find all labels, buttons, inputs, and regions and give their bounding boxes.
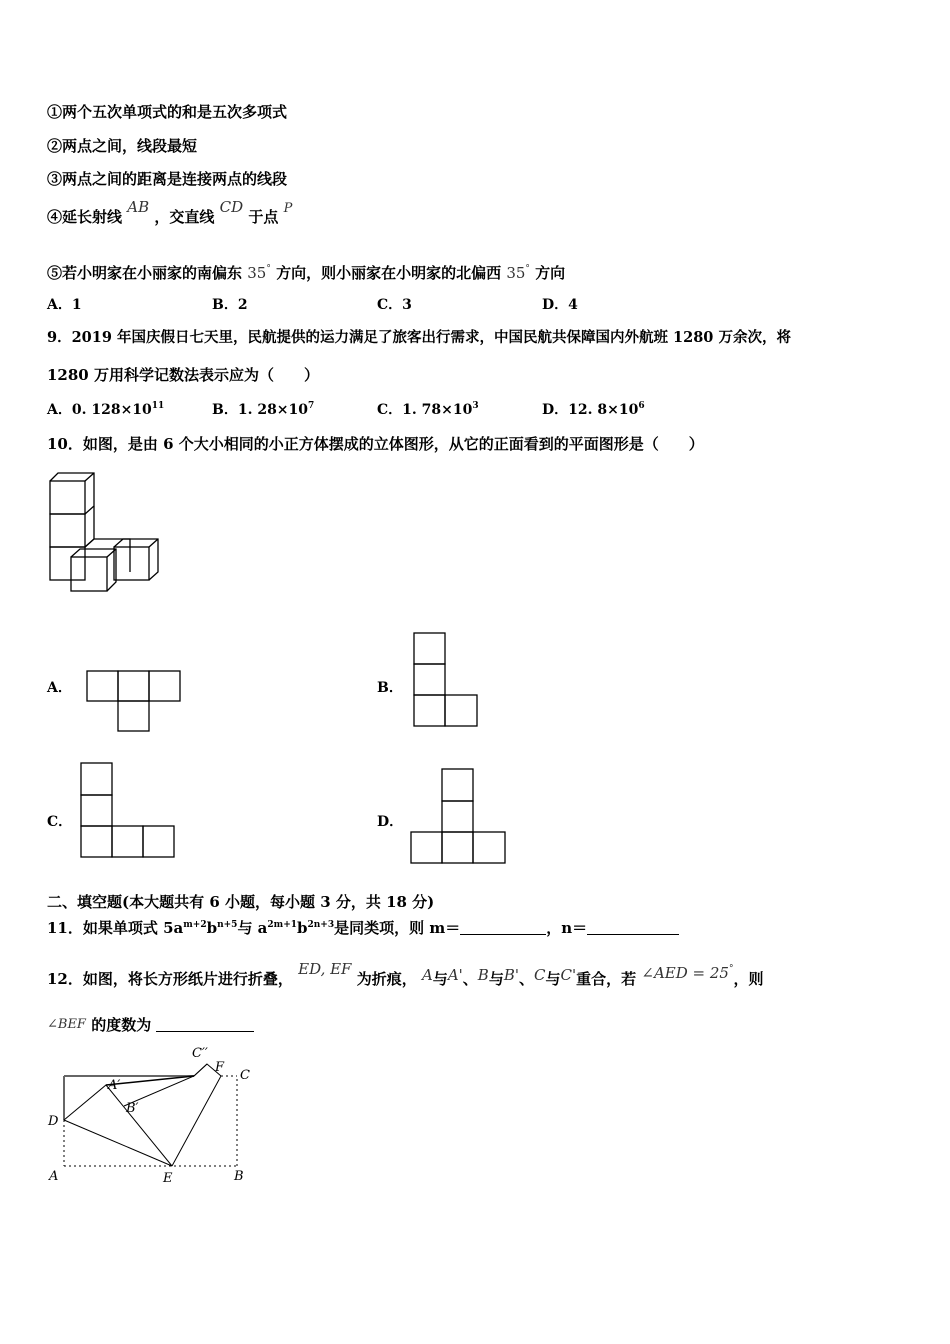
q9-option-a[interactable]: A．0. $128\times 10^{11}$ (47, 401, 165, 418)
statement-5: ⑤若小明家在小丽家的南偏东 35° 方向，则小丽家在小明家的北偏西 35° 方向 (47, 264, 566, 282)
line-cd: CD (219, 198, 244, 216)
statement-2: ②两点之间，线段最短 (47, 137, 198, 155)
q10-option-d-label[interactable]: D． (377, 814, 404, 830)
q9-option-c[interactable]: C．1. $78\times 10^3$ (377, 401, 479, 418)
q11-n-blank[interactable] (587, 920, 679, 935)
q9-option-d[interactable]: D．12. $8\times 10^6$ (542, 401, 645, 418)
q9-option-b[interactable]: B．1. $28\times 10^7$ (212, 401, 315, 418)
statement-3: ③两点之间的距离是连接两点的线段 (47, 170, 288, 188)
cube-figure (48, 470, 163, 595)
statement-4: ④延长射线 AB ，交直线 CD 于点 P (47, 198, 293, 226)
q12-stem-line1: 12．如图，将长方形纸片进行折叠， ED, EF 为折痕， A与A'、B与B'、C与C'重合，若 ∠AED = 25°，则 (47, 960, 764, 988)
q10-option-a-figure[interactable] (86, 670, 182, 733)
statement-1: ①两个五次单项式的和是五次多项式 (47, 103, 288, 121)
angle-35-b: 35° (506, 264, 530, 282)
ray-ab: AB (127, 198, 150, 216)
q8-option-b[interactable]: B．2 (212, 297, 248, 313)
label-a-prime: A′ (108, 1078, 121, 1093)
q9-stem-line2: 1280 万用科学记数法表示应为（ ） (47, 366, 319, 384)
point-p: P (283, 201, 293, 216)
fold-lines: ED, EF (298, 960, 352, 978)
q8-option-c[interactable]: C．3 (377, 297, 412, 313)
label-b: B (234, 1169, 244, 1184)
label-d: D (48, 1114, 59, 1129)
label-b-prime: B′ (126, 1101, 139, 1116)
label-a: A (49, 1169, 59, 1184)
q9-stem-line1: 9．2019 年国庆假日七天里，民航提供的运力满足了旅客出行需求，中国民航共保障国内外航班 1280 万余次，将 (47, 329, 791, 346)
q8-option-d[interactable]: D．4 (542, 297, 578, 313)
angle-aed: ∠AED = 25° (641, 964, 734, 982)
q10-option-a-label[interactable]: A． (47, 680, 72, 696)
angle-35-a: 35° (247, 264, 271, 282)
q10-option-d-figure[interactable] (410, 768, 508, 865)
section-2-heading: 二、填空题(本大题共有 6 小题，每小题 3 分，共 18 分) (47, 893, 435, 911)
q11-m-blank[interactable] (460, 920, 546, 935)
label-c: C (240, 1068, 250, 1083)
q12-answer-blank[interactable] (156, 1017, 254, 1032)
q11-stem: 11．如果单项式 $5a^{m+2}b^{n+5}$与 $a^{2m+1}b^{2n+3}$是同类项，则 m＝ ，n＝ (47, 918, 679, 938)
q10-option-c-label[interactable]: C． (47, 814, 73, 830)
q12-stem-line2: ∠BEF 的度数为 (47, 1015, 254, 1037)
q8-option-a[interactable]: A．1 (47, 297, 82, 313)
q10-option-b-figure[interactable] (413, 632, 479, 728)
label-e: E (163, 1171, 173, 1186)
folding-figure (44, 1042, 264, 1187)
q10-option-c-figure[interactable] (80, 762, 177, 859)
q10-option-b-label[interactable]: B． (377, 680, 403, 696)
q10-stem: 10．如图，是由 6 个大小相同的小正方体摆成的立体图形，从它的正面看到的平面图形是（ ） (47, 435, 704, 453)
label-c-prime: C′′ (192, 1046, 208, 1061)
label-f: F (215, 1060, 225, 1075)
